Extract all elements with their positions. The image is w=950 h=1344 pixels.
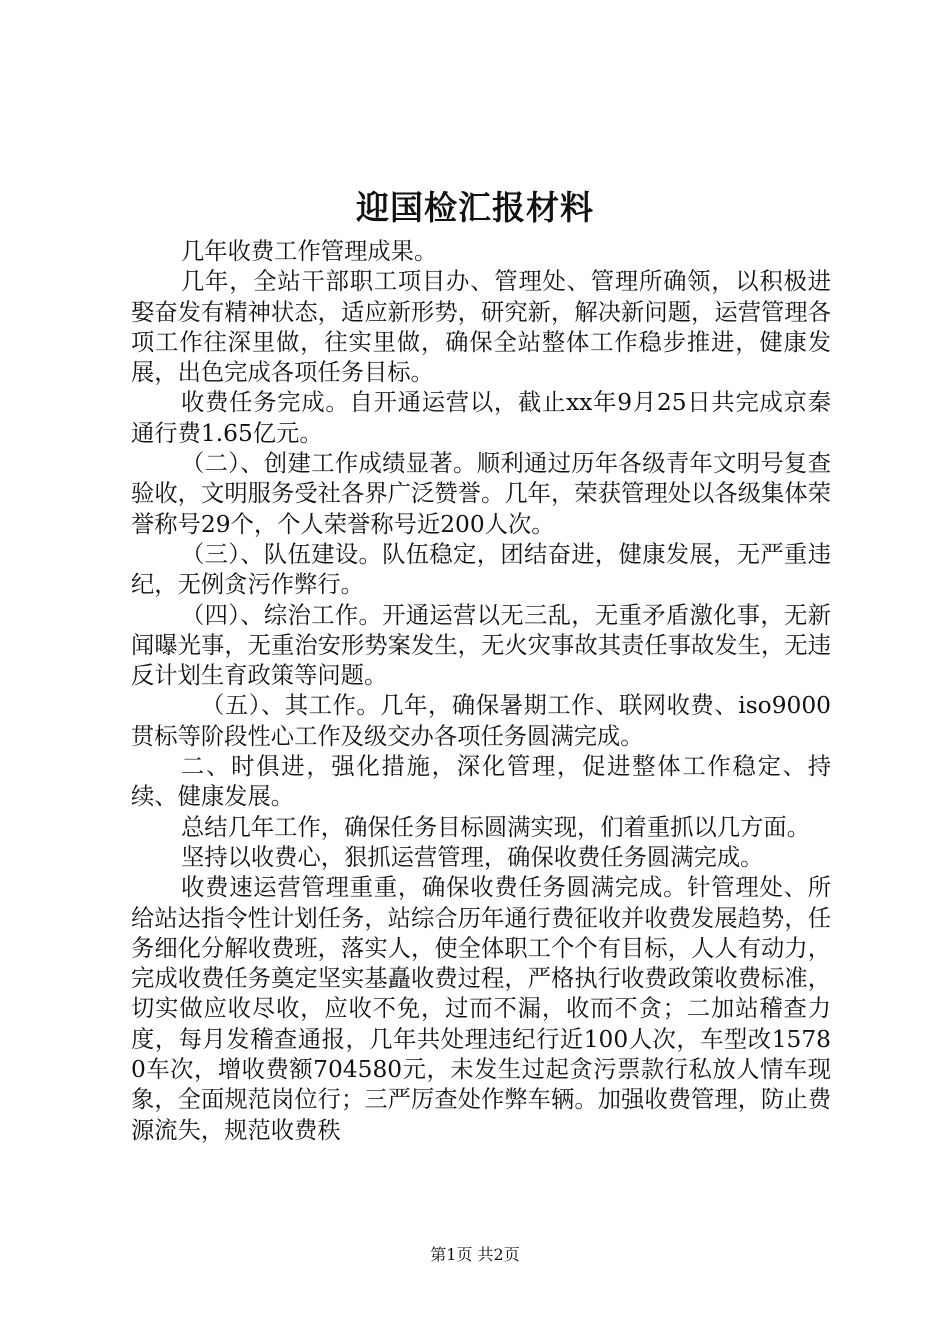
paragraph: 二、时俱进，强化措施，深化管理，促进整体工作稳定、持续、健康发展。 — [131, 753, 831, 811]
paragraph: 收费速运营管理重重，确保收费任务圆满完成。针管理处、所给站达指令性计划任务，站综合历年通行费征收并收费发展趋势，任务细化分解收费班，落实人，使全体职工个个有目标，人人有动力，完成收费任务奠定坚实基矗收费过程，严格执行收费政策收费标准，切实做应收尽收，应收不免，过而不漏，收而不贪；二加站稽查力度，每月发稽查通报，几年共处理违纪行近100人次，车型改15780车次，增收费额704580元，未发生过起贪污票款行私放人情车现象，全面规范岗位行；三严厉查处作弊车辆。加强收费管理，防止费源流失，规范收费秩 — [131, 874, 831, 1144]
page-title: 迎国检汇报材料 — [356, 188, 594, 227]
paragraph: 几年，全站干部职工项目办、管理处、管理所确领，以积极进娶奋发有精神状态，适应新形势，研究新，解决新问题，运营管理各项工作往深里做，往实里做，确保全站整体工作稳步推进，健康发展，出色完成各项任务目标。 — [131, 268, 831, 387]
document-body — [131, 237, 831, 1146]
page-footer: 第1页 共2页 — [430, 1245, 520, 1264]
paragraph: 总结几年工作，确保任务目标圆满实现，们着重抓以几方面。 — [181, 813, 811, 841]
paragraph: 几年收费工作管理成果。 — [181, 238, 438, 265]
paragraph: 坚持以收费心，狠抓运营管理，确保收费任务圆满完成。 — [181, 843, 764, 871]
paragraph: （五）、其工作。几年，确保暑期工作、联网收费、iso9000贯标等阶段性心工作及级交办各项任务圆满完成。 — [131, 692, 831, 750]
paragraph: 收费任务完成。自开通运营以，截止xx年9月25日共完成京秦通行费1.65亿元。 — [131, 389, 831, 447]
paragraph: （三）、队伍建设。队伍稳定，团结奋进，健康发展，无严重违纪，无例贪污作弊行。 — [131, 540, 831, 599]
paragraph: （二）、创建工作成绩显著。顺利通过历年各级青年文明号复查验收，文明服务受社各界广泛赞誉。几年，荣获管理处以各级集体荣誉称号29个，个人荣誉称号近200人次。 — [131, 450, 831, 538]
paragraph: （四）、综治工作。开通运营以无三乱，无重矛盾激化事，无新闻曝光事，无重治安形势案发生，无火灾事故其责任事故发生，无违反计划生育政策等问题。 — [131, 601, 831, 690]
